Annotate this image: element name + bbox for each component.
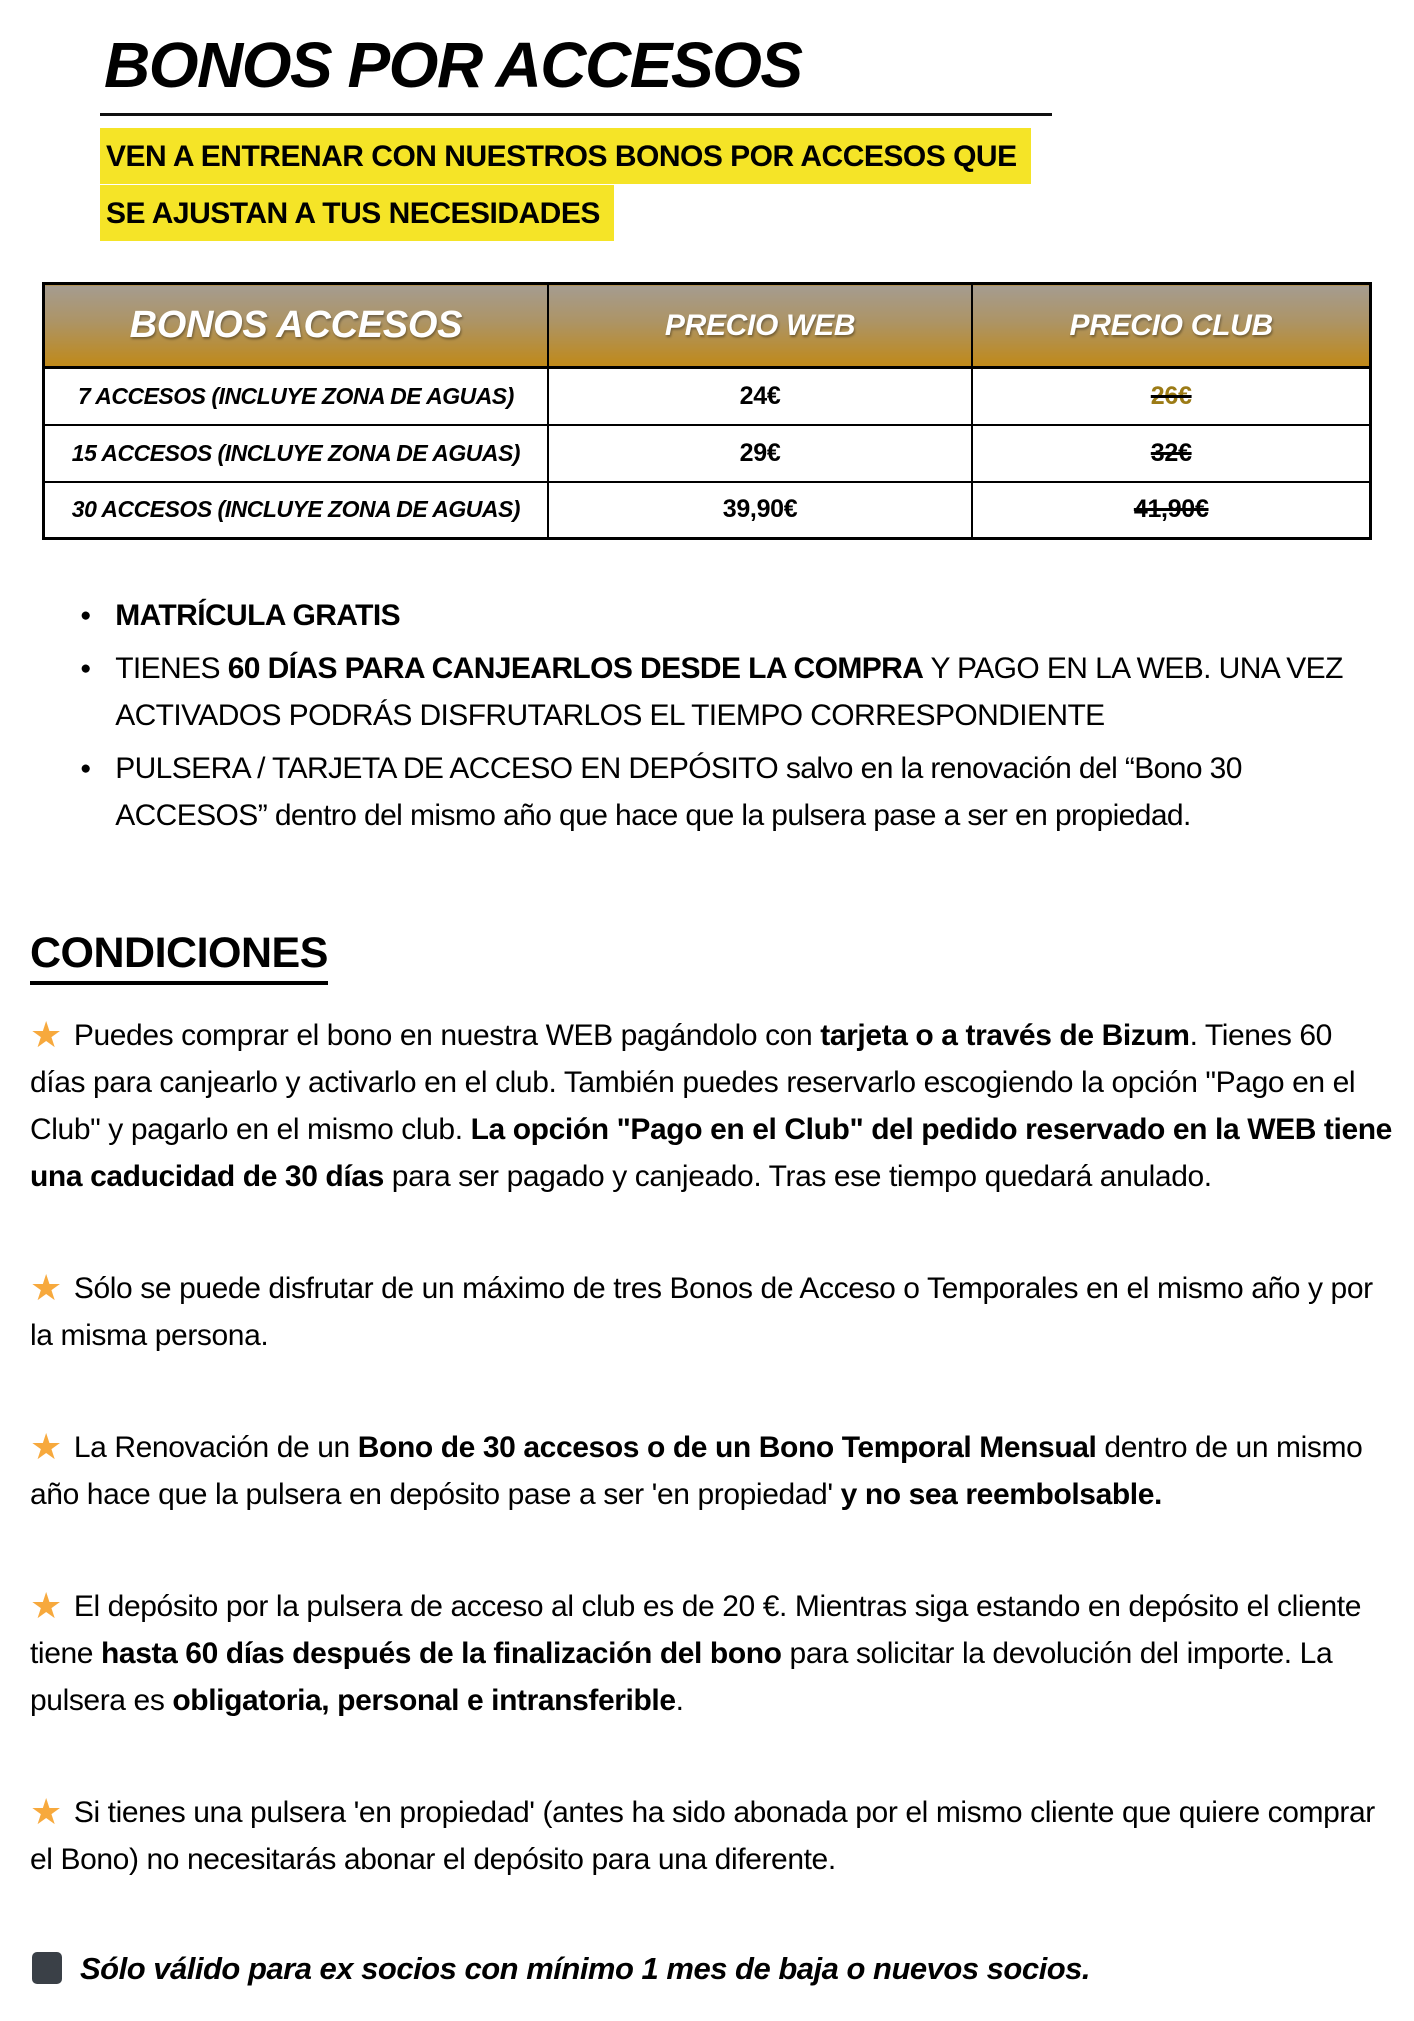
bullet-icon: ● <box>80 658 92 680</box>
row-2-price-club: 32€ <box>972 425 1370 482</box>
pricing-table <box>42 282 1372 540</box>
row-1-price-club: 26€ <box>972 368 1370 425</box>
row-2-label: 15 ACCESOS (INCLUYE ZONA DE AGUAS) <box>44 425 548 482</box>
bullet-2-text: TIENES 60 DÍAS PARA CANJEARLOS DESDE LA COMPRA Y PAGO EN LA WEB. UNA VEZ ACTIVADOS PODRÁS DISFRUTARLOS EL TIEMPO CORRESPONDIENTE <box>115 652 1343 733</box>
row-3-label: 30 ACCESOS (INCLUYE ZONA DE AGUAS) <box>44 482 548 539</box>
star-icon: ★ <box>30 1584 62 1626</box>
star-icon: ★ <box>30 1425 62 1467</box>
bullet-icon: ● <box>80 605 92 627</box>
page-title: BONOS POR ACCESOS <box>104 29 802 101</box>
condition-4: ★ El depósito por la pulsera de acceso al club es de 20 €. Mientras siga estando en depósito el cliente tiene hasta 60 días después de la finalización del bono para solicitar la devolución del importe. La pulsera es obligatoria, personal e intransferible. <box>30 1584 1361 1717</box>
list-item <box>80 645 1392 739</box>
bullet-1-text: MATRÍCULA GRATIS <box>115 599 400 633</box>
condition-5: ★ Si tienes una pulsera 'en propiedad' (antes ha sido abonada por el mismo cliente que quiere comprar el Bono) no necesitarás abonar el depósito para una diferente. <box>30 1790 1375 1876</box>
footer-note <box>32 1947 1388 1991</box>
row-2-price-web: 29€ <box>548 425 973 482</box>
row-1-label: 7 ACCESOS (INCLUYE ZONA DE AGUAS) <box>44 368 548 425</box>
star-icon: ★ <box>30 1013 62 1055</box>
row-1-price-web: 24€ <box>548 368 973 425</box>
table-row <box>44 368 1371 425</box>
subtitle <box>100 128 1388 242</box>
table-header-row <box>44 284 1371 368</box>
conditions-heading: CONDICIONES <box>30 929 328 985</box>
row-3-price-club: 41,90€ <box>972 482 1370 539</box>
title-underline <box>100 113 1052 116</box>
conditions-section <box>30 893 1394 1883</box>
subtitle-line-1: VEN A ENTRENAR CON NUESTROS BONOS POR ACCESOS QUE <box>100 128 1031 184</box>
star-icon: ★ <box>30 1266 62 1308</box>
condition-3: ★ La Renovación de un Bono de 30 accesos o de un Bono Temporal Mensual dentro de un mismo año hace que la pulsera en depósito pase a ser 'en propiedad' y no sea reembolsable. <box>30 1425 1363 1511</box>
star-icon: ★ <box>30 1790 62 1832</box>
subtitle-line-2: SE AJUSTAN A TUS NECESIDADES <box>100 185 614 241</box>
list-item <box>80 745 1392 839</box>
info-bullets <box>80 592 1392 839</box>
list-item <box>80 592 1392 639</box>
header-precio-web: PRECIO WEB <box>548 284 973 368</box>
bullet-icon: ● <box>80 758 92 780</box>
table-row <box>44 425 1371 482</box>
condition-2: ★ Sólo se puede disfrutar de un máximo de tres Bonos de Acceso o Temporales en el mismo año y por la misma persona. <box>30 1266 1373 1352</box>
square-bullet-icon <box>32 1952 62 1984</box>
header-precio-club: PRECIO CLUB <box>972 284 1370 368</box>
footer-note-text: Sólo válido para ex socios con mínimo 1 mes de baja o nuevos socios. <box>80 1950 1090 1986</box>
row-3-price-web: 39,90€ <box>548 482 973 539</box>
table-row <box>44 482 1371 539</box>
condition-1: ★ Puedes comprar el bono en nuestra WEB pagándolo con tarjeta o a través de Bizum. Tienes 60 días para canjearlo y activarlo en el club. También puedes reservarlo escogiendo la opción "Pago en el Club" y pagarlo en el mismo club. La opción "Pago en el Club" del pedido reservado en la WEB tiene una caducidad de 30 días para ser pagado y canjeado. Tras ese tiempo quedará anulado. <box>30 1013 1392 1193</box>
bullet-3-text: PULSERA / TARJETA DE ACCESO EN DEPÓSITO salvo en la renovación del “Bono 30 ACCESOS” dentro del mismo año que hace que la pulsera pase a ser en propiedad. <box>115 752 1242 833</box>
header-bonos-accesos: BONOS ACCESOS <box>44 284 548 368</box>
